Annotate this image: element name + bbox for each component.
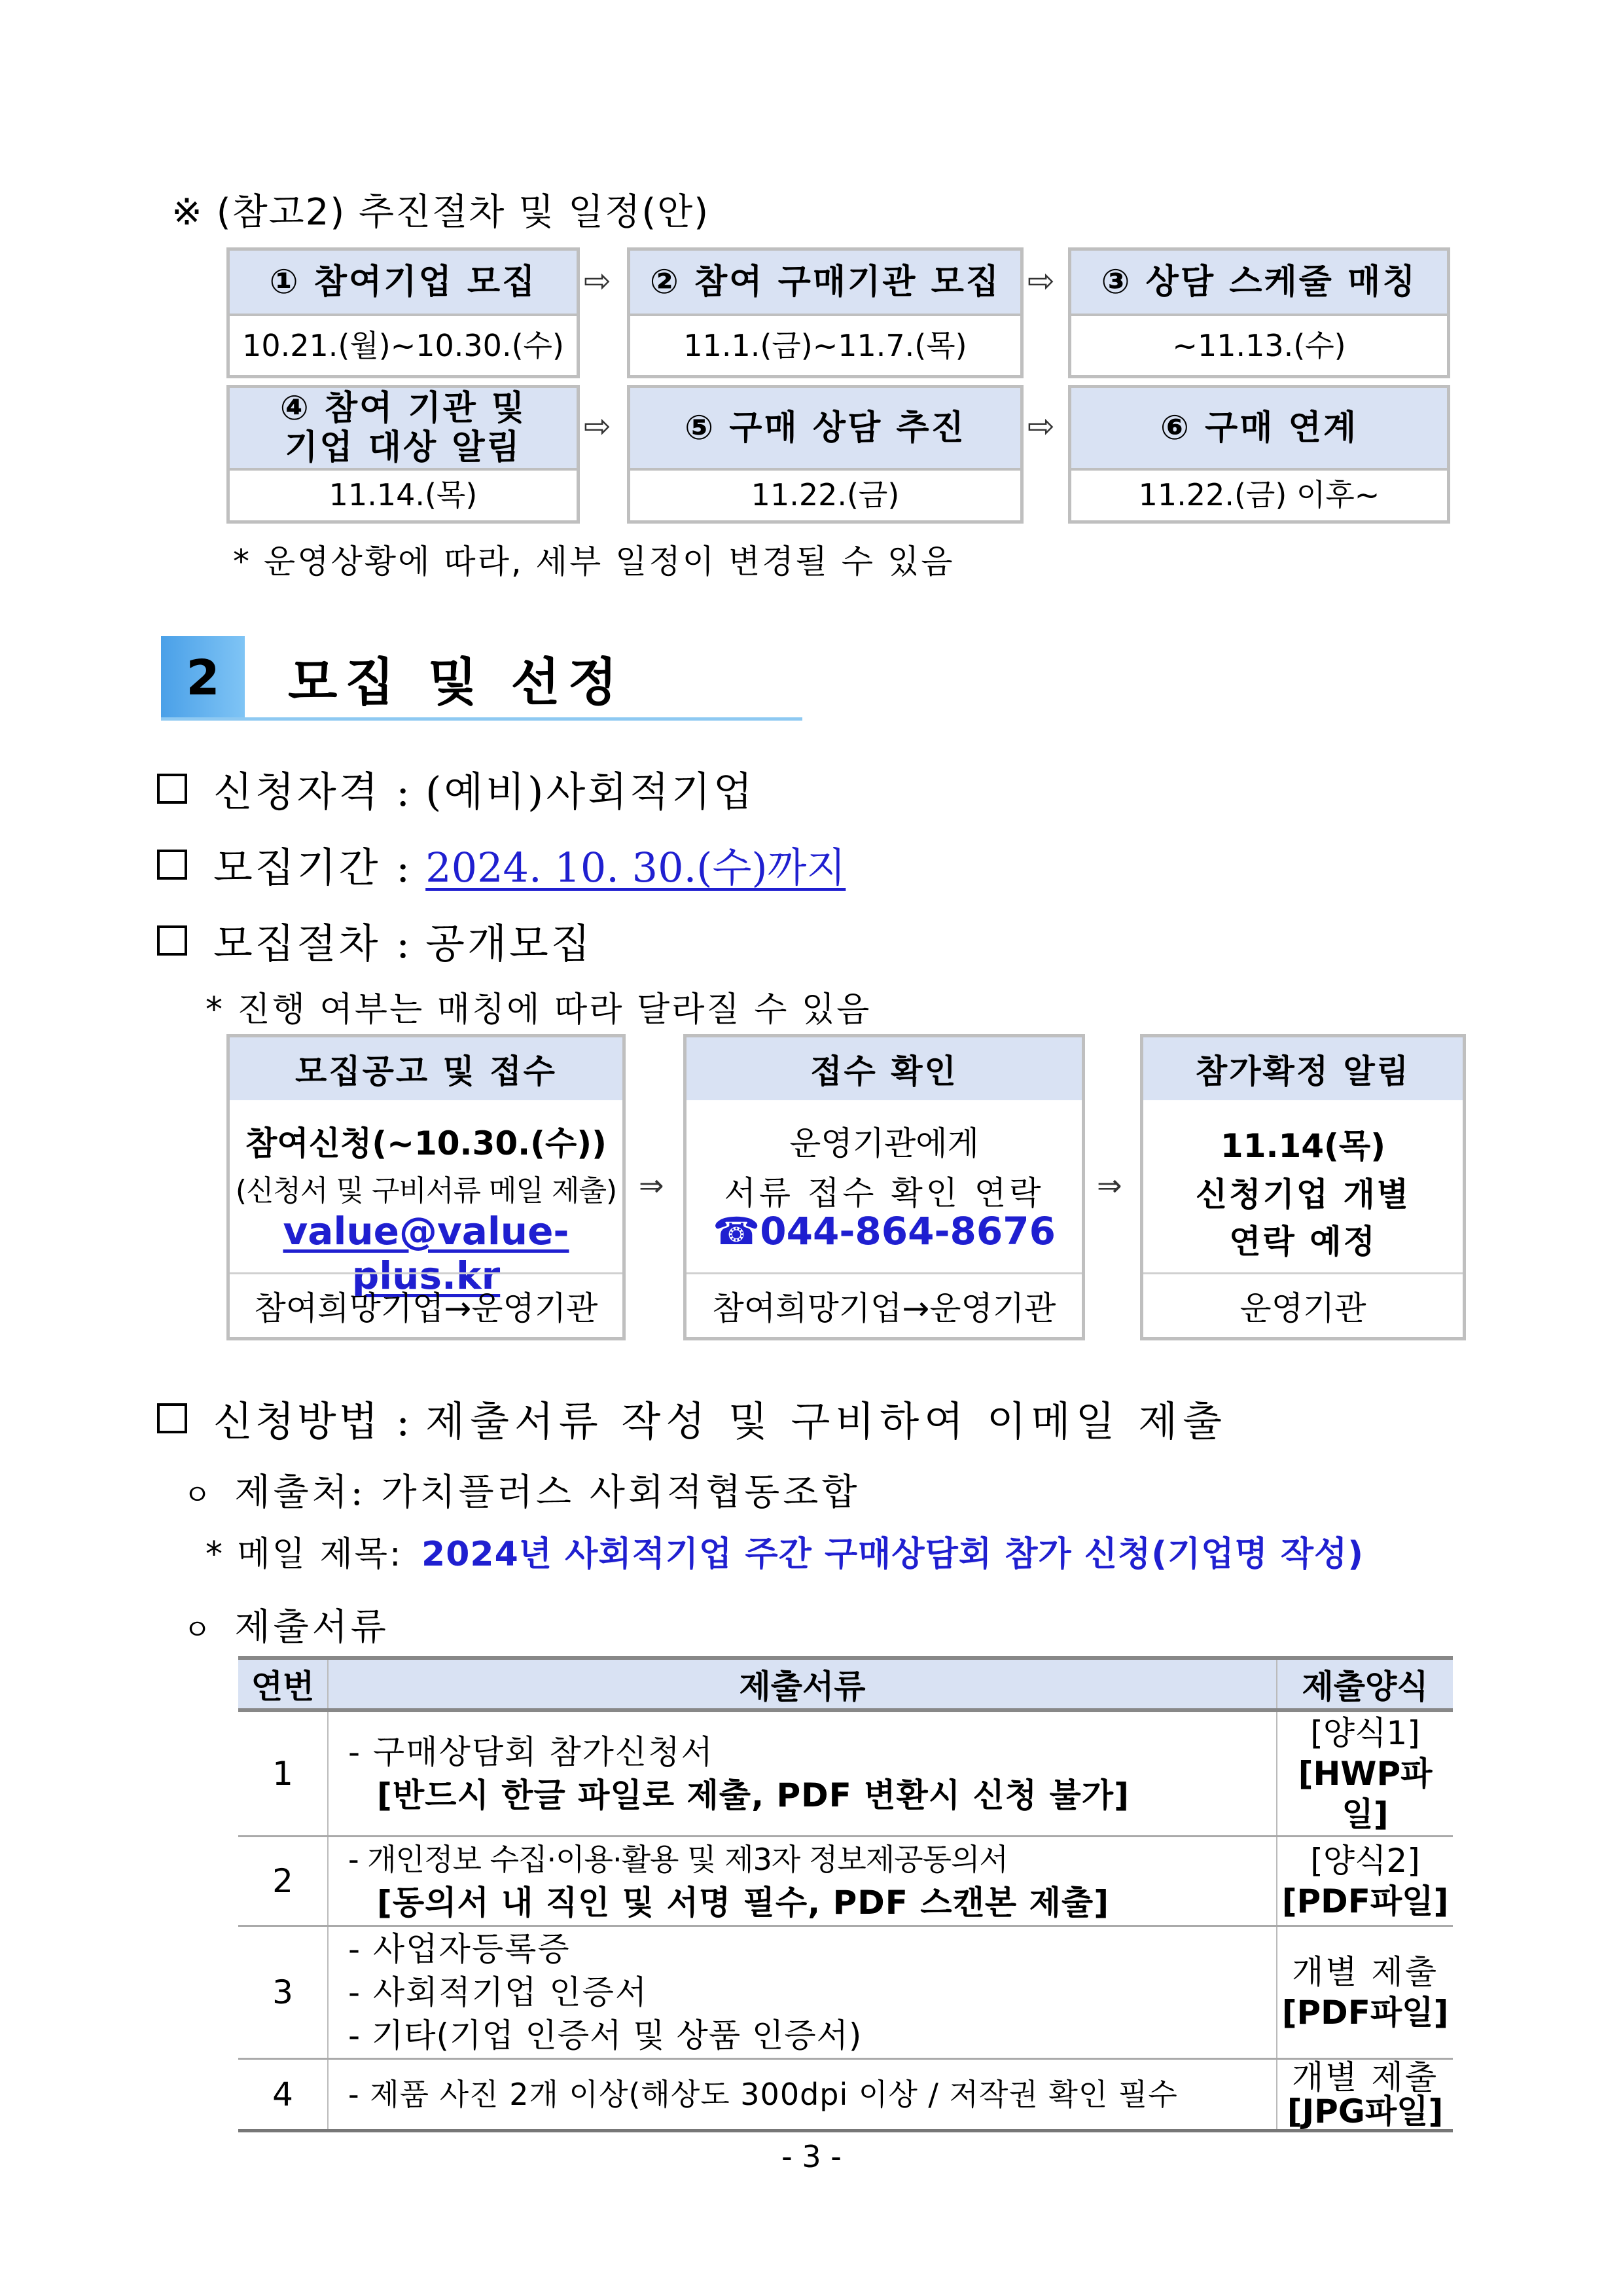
process-line1: 운영기관에게 [789,1124,979,1162]
period-value: 2024. 10. 30.(수)까지 [425,844,846,891]
row-format: [양식1] [1310,1714,1420,1752]
step-box-2 [627,247,1024,378]
process-foot: 운영기관 [1143,1272,1463,1337]
eligibility-value: (예비)사회적기업 [425,768,755,816]
process-head: 모집공고 및 접수 [230,1037,622,1100]
step-box-6 [1068,385,1450,524]
email-link[interactable]: value@value-plus.kr [283,1209,569,1298]
table-header-row [238,1658,1453,1710]
bullet-icon: ㅇ [183,1613,211,1647]
step-title-line1: ④ 참여 기관 및 [279,389,527,428]
period-label: 모집기간 : [213,844,413,891]
step-date: ~11.13.(수) [1172,328,1346,363]
submit-to-item: ㅇ 제출처: 가치플러스 사회적협동조합 [183,1471,861,1514]
bullet-icon: ㅇ [183,1479,211,1512]
arrow-right-icon: ⇨ [1027,407,1055,445]
row-format: [PDF파일] [1281,1994,1449,2032]
row-format: 개별 제출 [1291,1953,1439,1991]
reference-title: ※ (참고2) 추진절차 및 일정(안) [171,191,710,234]
process-line2: 신청기업 개별 [1195,1175,1411,1213]
step-box-1 [226,247,580,378]
row-line: [반드시 한글 파일로 제출, PDF 변환시 신청 불가] [377,1776,1130,1814]
row-format: [양식2] [1310,1842,1420,1880]
row-no: 4 [238,2059,328,2131]
row-line: - 개인정보 수집·이용·활용 및 제3자 정보제공동의서 [348,1842,1008,1877]
table-row [238,2059,1453,2131]
mail-subject-line [205,1526,1364,1575]
process-line1: 참여신청(~10.30.(수)) [245,1124,607,1162]
section-underline [161,717,802,721]
schedule-note: * 운영상황에 따라, 세부 일정이 변경될 수 있음 [233,543,955,581]
arrow-right-icon: ⇨ [1027,262,1055,300]
step-title: ② 참여 구매기관 모집 [630,251,1020,316]
process-foot: 참여희망기업→운영기관 [230,1272,622,1337]
arrow-right-icon: ⇒ [639,1168,664,1203]
step-title: ⑤ 구매 상담 추진 [630,388,1020,471]
step-date: 11.22.(금) 이후~ [1138,477,1380,512]
arrow-right-icon: ⇨ [584,407,611,445]
step-title: ⑥ 구매 연계 [1071,388,1447,471]
process-line2: (신청서 및 구비서류 메일 제출) [235,1174,617,1208]
section-number: 2 [161,636,245,720]
step-title-line2: 기업 대상 알림 [285,428,522,467]
method-label: 신청방법 : [213,1397,413,1445]
checkbox-icon [157,850,187,880]
step-date: 11.14.(목) [329,477,478,512]
header-no: 연번 [238,1658,328,1710]
docs-heading: ㅇ 제출서류 [183,1606,389,1649]
process-box-1 [226,1034,626,1340]
step-title: ③ 상담 스케줄 매칭 [1071,251,1447,316]
header-format: 제출양식 [1277,1658,1453,1710]
process-foot: 참여희망기업→운영기관 [687,1272,1082,1337]
checkbox-icon [157,774,187,804]
row-format: [HWP파일] [1298,1755,1433,1833]
process-head: 참가확정 알림 [1143,1037,1463,1100]
header-docs: 제출서류 [328,1658,1277,1710]
process-box-3 [1140,1034,1466,1340]
row-line: [동의서 내 직인 및 서명 필수, PDF 스캔본 제출] [377,1884,1110,1922]
row-line: - 사업자등록증 [348,1930,571,1968]
eligibility-item [157,759,755,817]
page-number: - 3 - [781,2139,842,2174]
procedure-item [157,911,593,969]
procedure-note: * 진행 여부는 매칭에 따라 달라질 수 있음 [205,990,872,1030]
process-head: 접수 확인 [687,1037,1082,1100]
row-format: 개별 제출 [1291,2058,1439,2096]
checkbox-icon [157,925,187,956]
process-box-2 [683,1034,1085,1340]
process-line2: 서류 접수 확인 연락 [724,1174,1044,1212]
row-no: 1 [238,1710,328,1837]
method-item [157,1389,1227,1447]
table-row [238,1926,1453,2059]
row-format: [PDF파일] [1281,1882,1449,1920]
step-title: ① 참여기업 모집 [230,251,577,316]
step-date: 11.22.(금) [751,477,900,512]
method-value: 제출서류 작성 및 구비하여 이메일 제출 [425,1397,1227,1445]
row-line: - 제품 사진 2개 이상(해상도 300dpi 이상 / 저작권 확인 필수 [348,2077,1178,2112]
eligibility-label: 신청자격 : [213,768,413,816]
process-line1: 11.14(목) [1220,1127,1386,1165]
step-box-3 [1068,247,1450,378]
row-format: [JPG파일] [1287,2092,1444,2130]
checkbox-icon [157,1403,187,1433]
step-box-5 [627,385,1024,524]
documents-table [238,1656,1453,2132]
row-line: - 사회적기업 인증서 [348,1973,649,2011]
row-no: 2 [238,1837,328,1926]
phone-number[interactable]: ☎044-864-8676 [713,1209,1056,1253]
row-line: - 구매상담회 참가신청서 [348,1733,714,1771]
row-line: - 기타(기업 인증서 및 상품 인증서) [348,2017,863,2054]
mail-subject-value: 2024년 사회적기업 주간 구매상담회 참가 신청(기업명 작성) [421,1535,1364,1574]
period-item [157,835,846,893]
procedure-label: 모집절차 : [213,920,413,967]
process-line3: 연락 예정 [1229,1223,1377,1261]
arrow-right-icon: ⇒ [1097,1168,1122,1203]
procedure-value: 공개모집 [425,920,593,967]
table-row [238,1710,1453,1837]
row-no: 3 [238,1926,328,2059]
mail-subject-prefix: * 메일 제목: [205,1535,403,1574]
table-row [238,1837,1453,1926]
step-box-4 [226,385,580,524]
section-title: 모집 및 선정 [288,653,626,712]
step-date: 11.1.(금)~11.7.(목) [683,328,967,363]
arrow-right-icon: ⇨ [584,262,611,300]
step-date: 10.21.(월)~10.30.(수) [242,328,564,363]
